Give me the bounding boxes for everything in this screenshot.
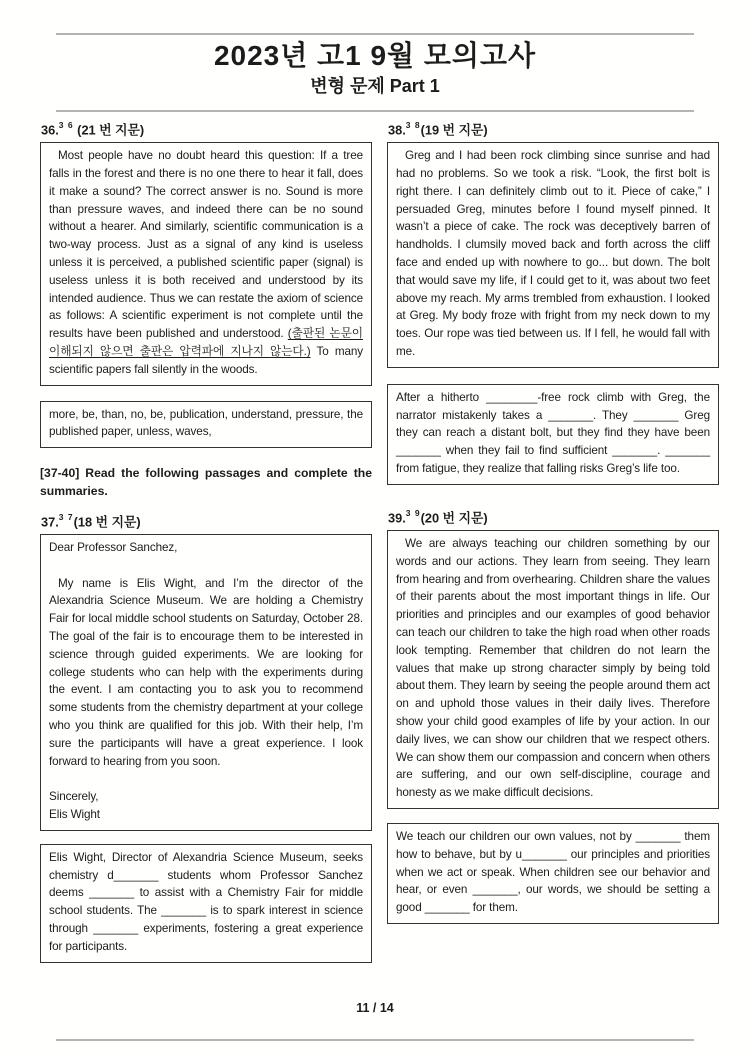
passage-text-39: We are always teaching our children something by our words and our actions. They learn from seeing. They learn from hearing and from overhearing. Children share the values of their parents about the most important things in life. Our priorities and principles and our examples of good behavior can teach our children to take the high road when other roads look tempting. Remember that children do not learn the values that make up strong character simply by being told about them. They learn by seeing the people around them act on and uphold those values in their daily lives. Therefore show your child good examples of life by your action. In our daily lives, we can show our children that we respect others. We can show them our compassion and concern when others are suffering, and our own self-discipline, courage and honesty as we make difficult decisions. [396, 537, 710, 800]
question-superscript: 3 8 [405, 120, 421, 130]
summary-text-39: We teach our children our own values, not by _______ them how to behave, but by u_______ our principles and priorities when we act or speak. When children see our behavior and hear, or even _______, our words, we should be setting a good _______ for them. [396, 830, 710, 915]
question-source: (20 번 지문) [420, 510, 488, 526]
word-bank-box [40, 401, 372, 449]
letter-box-37 [40, 534, 372, 831]
letter-closing: Sincerely, [49, 790, 99, 804]
page-subtitle: 변형 문제 Part 1 [310, 76, 440, 96]
section-instruction: [37-40] Read the following passages and complete the summaries. [40, 466, 372, 499]
page-title: 2023년 고1 9월 모의고사 [213, 40, 537, 71]
question-source: (18 번 지문) [73, 514, 141, 530]
question-source: (21 번 지문) [73, 122, 145, 138]
summary-box-39 [387, 823, 719, 924]
header-rule [56, 110, 694, 112]
question-label-38 [388, 118, 719, 138]
passage-box-36 [40, 142, 372, 385]
letter-salutation: Dear Professor Sanchez, [49, 541, 178, 555]
question-label-37 [41, 510, 372, 530]
question-superscript: 3 6 [58, 120, 74, 130]
question-superscript: 3 7 [58, 511, 74, 522]
right-column [387, 118, 719, 924]
passage-text-38: Greg and I had been rock climbing since sunrise and had had no problems. So we took a risk. “Look, the first bolt is right there. I can definitely climb out to it. Piece of cake,” I persuaded Greg, minutes before I found myself pinned. It wasn’t a piece of cake. The rock was deceptively barren of handholds. I clumsily moved back and forth across the cliff face and ended up with nowhere to go... but down. The bolt that would save my life, if I could get to it, was about two feet above my reach. My arms trembled from exhaustion. I looked at Greg. My body froze with fright from my neck down to my toes. Our rope was tied between us. If I fell, he would fall with me. [396, 149, 710, 359]
question-number: 36. [41, 122, 59, 138]
page-header [0, 40, 750, 97]
word-bank-text: more, be, than, no, be, publication, understand, pressure, the published paper, unless, waves, [49, 407, 363, 439]
page-number: 11 / 14 [356, 1001, 394, 1015]
passage-text-36: Most people have no doubt heard this question: If a tree falls in the forest and there is no one there to hear it fall, does it make a sound? The correct answer is no. Sound is more than pressure waves, and indeed there can be no sound without a hearer. And similarly, scientific communication is a two-way process. Just as a signal of any kind is useless unless it is perceived, a published scientific paper (signal) is useless unless it is both received and understood by its intended audience. Thus we can restate the axiom of science as follows: A scientific experiment is not complete until the results have been published and understood. (출판된 논문이 이해되지 않으면 출판은 압력파에 지나지 않는다.) To many scientific papers fall silently in the woods. [49, 149, 363, 376]
question-number: 37. [41, 514, 59, 530]
bottom-rule [56, 1039, 694, 1041]
letter-body: My name is Elis Wight, and I’m the director of the Alexandria Science Museum. We are holding a Chemistry Fair for local middle school students on Saturday, October 28. The goal of the fair is to encourage them to be interested in science through guided experiments. We are looking for college students who can help with the experiments during the event. I am contacting you to ask you to recommend some students from the chemistry department at your college who you think are qualified for this job. With their help, I’m sure the participants will have a great experience. I look forward to hearing from you soon. [49, 576, 363, 768]
letter-signature: Elis Wight [49, 808, 100, 822]
question-source: (19 번 지문) [420, 122, 488, 138]
question-label-39 [388, 506, 719, 526]
summary-text-38: After a hitherto ________-free rock climb with Greg, the narrator mistakenly takes a _______. They _______ Greg they can reach a distant bolt, but they find they have been _______ when they fail to find sufficient _______. _______ from fatigue, they realize that falling risks Greg’s life too. [396, 390, 710, 476]
summary-box-37 [40, 844, 372, 963]
passage-box-39 [387, 530, 719, 809]
summary-text-37: Elis Wight, Director of Alexandria Science Museum, seeks chemistry d_______ students whom Professor Sanchez deems _______ to assist with a Chemistry Fair for middle school students. The _______ is to spark interest in science through _______ experiments, fostering a great experience for participants. [49, 850, 363, 953]
summary-box-38 [387, 384, 719, 485]
question-number: 39. [388, 510, 406, 526]
question-superscript: 3 9 [405, 507, 421, 518]
question-label-36 [41, 118, 372, 138]
passage-box-38 [387, 142, 719, 368]
top-rule [56, 33, 694, 35]
left-column [40, 118, 372, 963]
question-number: 38. [388, 122, 406, 138]
